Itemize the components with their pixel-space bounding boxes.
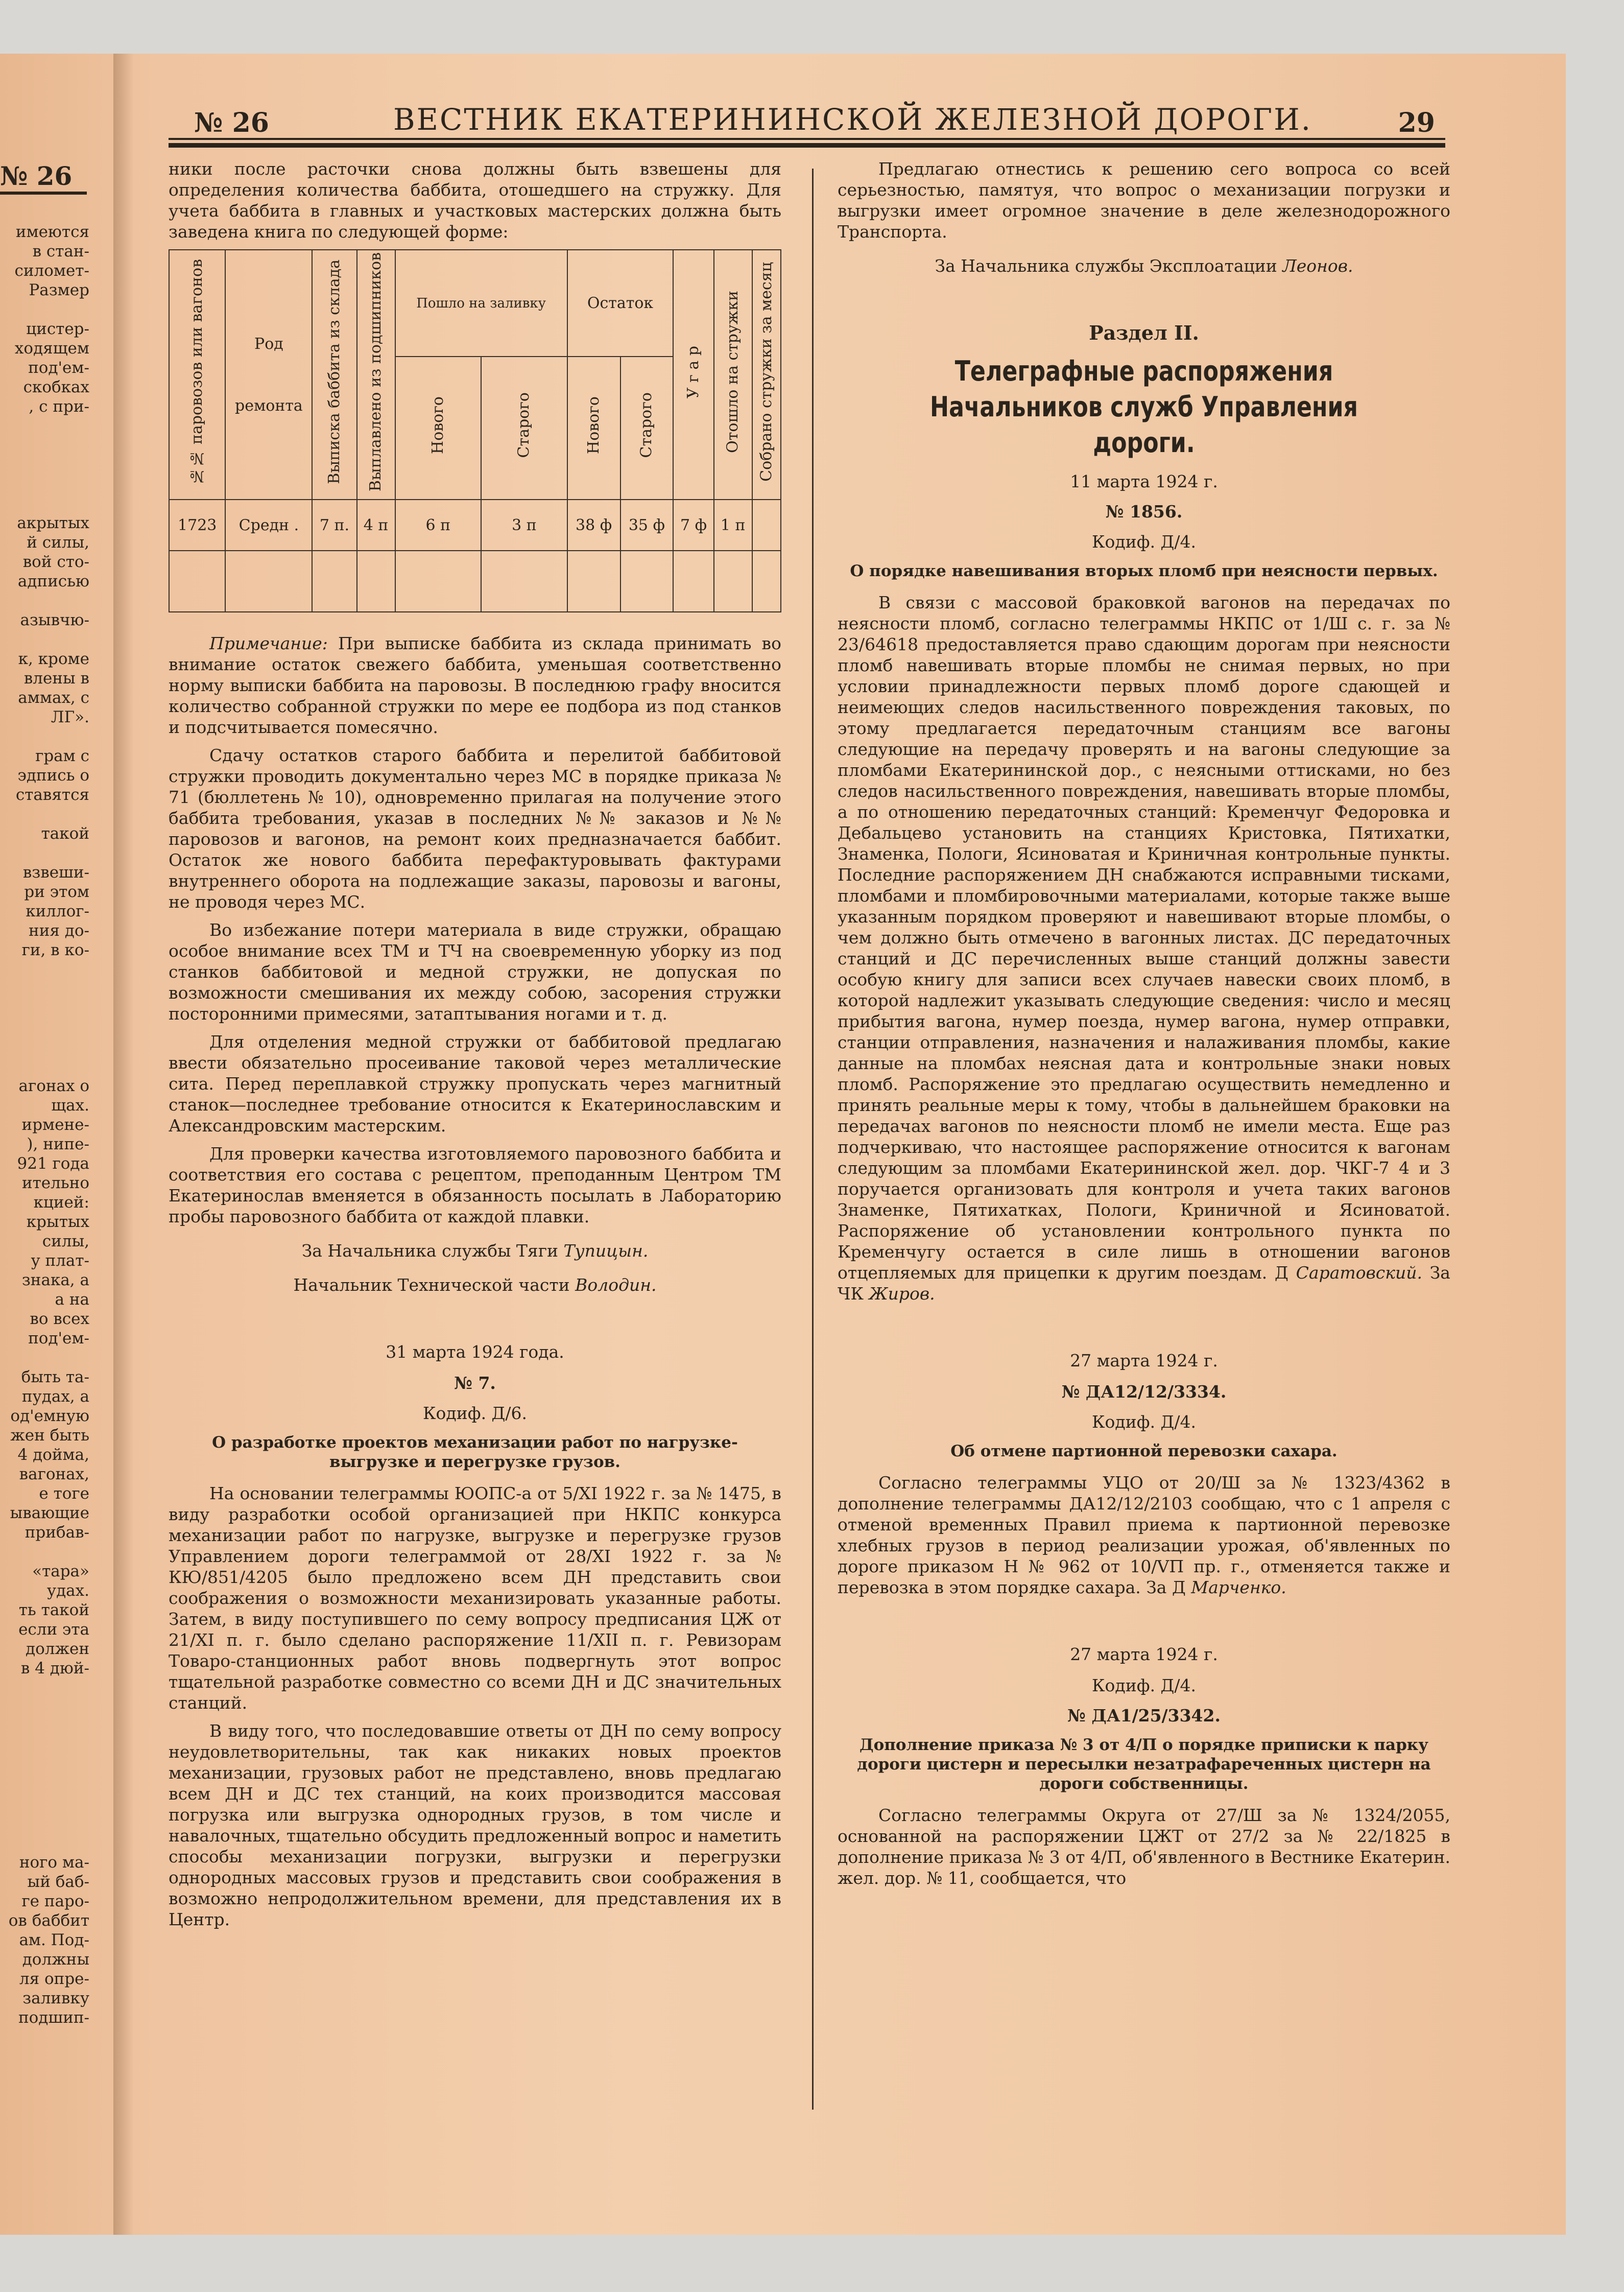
page-number: 29	[1398, 107, 1435, 138]
th-repair-type: Род ремонта	[225, 250, 312, 500]
previous-page-number: № 26	[0, 161, 73, 191]
order-subject: Дополнение приказа № 3 от 4/П о порядке приписки к парку дороги цистерн и пересылки незатрафареченных цистерн на дороги собственницы.	[857, 1736, 1431, 1793]
previous-page-line	[0, 455, 89, 475]
th-remainder-group: Остаток	[567, 250, 674, 357]
th-poured-new: Нового	[395, 357, 482, 500]
table-cell: 7 п.	[312, 500, 356, 551]
header-rule-thin	[169, 138, 1445, 140]
order-subject: Об отмене партионной перевозки сахара.	[950, 1442, 1338, 1460]
order-codification: Кодиф. Д/4.	[1092, 1675, 1196, 1695]
previous-page-line: ам. Под-	[19, 1931, 89, 1949]
paragraph: Во избежание потери материала в виде стружки, обращаю особое внимание всех ТМ и ТЧ на своевременную уборку из под станков баббитовой и медной стружки, не допуская по возможности смешивания их между собою, засорения стружки посторонними примесями, затаптывания ногами и т. д.	[169, 920, 781, 1024]
previous-page-line	[0, 494, 89, 513]
previous-page-line	[0, 1037, 89, 1057]
previous-page-line: кцией:	[33, 1193, 89, 1212]
previous-page-line: подшип-	[18, 2009, 89, 2027]
previous-page-line: под'ем-	[28, 1329, 89, 1348]
previous-page-line: од'емную	[10, 1407, 89, 1425]
previous-page-line: прибав-	[25, 1523, 89, 1542]
order-date: 27 марта 1924 г.	[1070, 1644, 1218, 1664]
left-column	[169, 158, 781, 1937]
page-header	[194, 102, 1445, 148]
order-date: 31 марта 1924 года.	[386, 1342, 564, 1362]
order-codification: Кодиф. Д/4.	[1092, 1412, 1196, 1432]
previous-page-line	[0, 630, 89, 649]
table-cell: 35 ф	[620, 500, 674, 551]
th-loss: У г а р	[673, 250, 713, 500]
previous-page-line: е тоге	[39, 1484, 89, 1503]
previous-page-line	[0, 1057, 89, 1076]
previous-page-line: вой сто-	[22, 553, 89, 571]
previous-page-line: ывающие	[10, 1504, 89, 1522]
table-cell: Средн .	[225, 500, 312, 551]
previous-page-line: у плат-	[31, 1251, 89, 1270]
previous-page-line: ге паро-	[21, 1892, 89, 1910]
previous-page-line: ирмене-	[21, 1116, 89, 1134]
previous-page-line: взвеши-	[22, 863, 89, 882]
previous-page-line: в стан-	[32, 242, 89, 261]
previous-page-line: ля опре-	[19, 1970, 89, 1988]
th-shavings-out: Отошло на стружки	[714, 250, 752, 500]
previous-page-line: силы,	[42, 1232, 89, 1250]
previous-page-line: , с при-	[29, 397, 89, 416]
table-row-blank	[169, 551, 781, 612]
th-poured-group: Пошло на заливку	[395, 250, 567, 357]
previous-page-line: заливку	[22, 1989, 89, 2007]
previous-page-line	[0, 416, 89, 436]
previous-page-line	[0, 591, 89, 610]
paragraph: На основании телеграммы ЮОПС-а от 5/XI 1922 г. за № 1475, в виду разработки особой организацией при НКПС конкурса механизации работ по нагрузке, выгрузке и перегрузке грузов Управлением дороги телеграммой от 28/XI 1922 г. за № КЮ/851/4205 было предложено всем ДН представить свои соображения о возможности механизировать указанные работы. Затем, в виду поступившего по сему вопросу предписания ЦЖ от 21/XI п. г. было сделано распоряжение 11/XII п. г. Ревизорам Товаро-станционных работ вновь подвергнуть этот вопрос тщательной разработке совместно со всеми ДН и ДС значительных станций.	[169, 1483, 781, 1713]
previous-page-line: крытых	[26, 1213, 89, 1231]
previous-page-line: ставятся	[15, 786, 89, 804]
previous-page-line: скобках	[23, 378, 89, 396]
previous-page-line	[0, 960, 89, 979]
previous-page-line: во всех	[30, 1310, 89, 1328]
previous-page-line	[0, 300, 89, 319]
previous-page-line: ги, в ко-	[21, 941, 89, 959]
note-text: При выписке баббита из склада принимать во внимание остаток свежего баббита, уменьшая соответственно норму выписки баббита на паровозы. В последнюю графу вносится количество собранной стружки по мере ее подбора из под станков и подсчитывается помесячно.	[169, 633, 781, 738]
previous-page-line: удах.	[46, 1581, 89, 1600]
previous-page-line	[0, 727, 89, 746]
previous-page-line: имеются	[15, 223, 89, 241]
paragraph: Сдачу остатков старого баббита и перелитой баббитовой стружки проводить документально через МС в порядке приказа № 71 (бюллетень № 10), одновременно прилагая на получение этого баббита требования, указав в последних №№ заказов и №№ паровозов и вагонов, на ремонт коих предназначается баббит. Остаток же нового баббита перефактуровывать фактурами внутреннего оборота на подлежащие заказы, паровозы и вагоны, не проводя через МС.	[169, 745, 781, 912]
previous-page-line: должен	[26, 1640, 89, 1658]
previous-page-line: должны	[22, 1950, 89, 1969]
paragraph: В виду того, что последовавшие ответы от ДН по сему вопросу неудовлетворительны, так как никаких новых проектов механизации, грузовых работ не представлено, вновь предлагаю всем ДН и ДС тех станций, на коих производится массовая погрузка или выгрузка однородных грузов, в том числе и навалочных, тщательно обсудить предложенный вопрос и наметить способы механизации погрузки, выгрузки и перегрузки однородных массовых грузов и представить свои соображения в возможно непродолжительном времени, для представления их в Центр.	[169, 1721, 781, 1930]
order-number: № ДА12/12/3334.	[1061, 1382, 1227, 1402]
column-divider	[812, 169, 814, 2110]
previous-page-line: щах.	[51, 1096, 89, 1115]
table-cell: 3 п	[481, 500, 567, 551]
previous-page-line: ния до-	[29, 921, 89, 940]
previous-page-line: грам с	[35, 747, 89, 765]
signature-traction: За Начальника службы Тяги Тупицын.	[301, 1241, 649, 1261]
page-fold-shadow	[113, 54, 134, 2235]
note-paragraph	[169, 633, 781, 738]
th-numbers: №№ паровозов или вагонов	[169, 250, 225, 500]
previous-page-edge	[0, 54, 117, 2235]
previous-page-line	[0, 1736, 89, 1756]
previous-page-line: ов баббит	[8, 1911, 89, 1930]
note-label: Примечание:	[209, 633, 328, 654]
paragraph: Для проверки качества изготовляемого паровозного баббита и соответствия его состава с рецептом, преподанным Центром ТМ Екатеринослав вменяется в обязанность посылать в Лабораторию пробы паровозного баббита от каждой плавки.	[169, 1144, 781, 1227]
previous-page-line: ри этом	[24, 883, 89, 901]
previous-page-line: «тара»	[32, 1562, 89, 1580]
previous-page-line	[0, 1678, 89, 1697]
previous-page-line	[0, 979, 89, 999]
signature-exploitation: За Начальника службы Эксплоатации Леонов.	[935, 256, 1353, 276]
previous-page-line	[0, 999, 89, 1018]
th-poured-old: Старого	[481, 357, 567, 500]
previous-page-line	[0, 1348, 89, 1367]
previous-page-line	[0, 1542, 89, 1562]
th-remainder-old: Старого	[620, 357, 674, 500]
previous-page-line: адписью	[17, 572, 89, 590]
previous-page-line: ый баб-	[27, 1873, 89, 1891]
journal-title: ВЕСТНИК ЕКАТЕРИНИНСКОЙ ЖЕЛЕЗНОЙ ДОРОГИ.	[393, 102, 1312, 137]
previous-page-line: если эта	[18, 1620, 89, 1639]
header-rule-thick	[169, 143, 1445, 148]
previous-page-line	[0, 1833, 89, 1853]
previous-page-line: знака, а	[21, 1271, 89, 1289]
previous-page-line: к, кроме	[18, 650, 89, 668]
section-title: Телеграфные распоряжения Начальников служб Управления дороги.	[930, 355, 1358, 459]
paragraph: Согласно телеграммы Округа от 27/Ш за № 1324/2055, основанной на распоряжении ЦЖТ от 27/2 за № 22/1825 в дополнение приказа № 3 от 4/П, об'явленного в Вестнике Екатерин. жел. дор. № 11, сообщается, что	[838, 1805, 1450, 1888]
previous-page-text	[0, 222, 89, 2087]
table-cell: 1 п	[714, 500, 752, 551]
previous-page-line: под'ем-	[28, 359, 89, 377]
previous-page-line: вагонах,	[19, 1465, 89, 1483]
previous-page-line: акрытых	[17, 514, 89, 532]
previous-page-line: азывчю-	[20, 611, 89, 629]
table-cell: 4 п	[357, 500, 395, 551]
previous-page-line: ЛГ».	[51, 708, 89, 726]
th-remainder-new: Нового	[567, 357, 620, 500]
previous-page-line: силомет-	[14, 262, 89, 280]
table-cell: 38 ф	[567, 500, 620, 551]
previous-page-line	[0, 843, 89, 863]
babbit-ledger-table	[169, 249, 781, 612]
previous-page-line: ходящем	[14, 339, 89, 358]
previous-page-line: й силы,	[27, 533, 89, 552]
th-melted: Выплавлено из подшипников	[357, 250, 395, 500]
table-cell: 1723	[169, 500, 225, 551]
table-row	[169, 500, 781, 551]
previous-page-line	[0, 1697, 89, 1717]
previous-page-rule	[0, 192, 87, 195]
paragraph: Для отделения медной стружки от баббитовой предлагаю ввести обязательно просеивание таковой через металлические сита. Перед переплавкой стружку пропускать через магнитный станок—последнее требование относится к Екатеринославским и Александровским мастерским.	[169, 1032, 781, 1136]
previous-page-line: ть такой	[18, 1601, 89, 1619]
previous-page-line	[0, 1814, 89, 1833]
previous-page-line	[0, 1794, 89, 1814]
previous-page-line: в 4 дюй-	[20, 1659, 89, 1677]
order-number: № 7.	[454, 1373, 496, 1393]
paragraph: В связи с массовой браковкой вагонов на передачах по неясности пломб, согласно телеграммы НКПС от 1/Ш с. г. за № 23/64618 предоставляется право сдающим дорогам при неясности пломб навешивать вторые пломбы не снимая первых, но при условии принадлежности первых пломб дороге сдающей и неимеющих следов насильственного повреждения таковых, по этому предлагается передаточным станциям все вагоны следующие на передачу проверять и на вагоны следующие за пломбами Екатерининской дор., с неясными оттисками, но без следов насильственного повреждения, навешивать вторые пломбы, а по отношению передаточных станций: Кременчуг Федоровка и Дебальцево установить на станциях Кристовка, Пятихатки, Знаменка, Пологи, Ясиноватая и Криничная контрольные пункты. Последние распоряжением ДН снабжаются исправными тисками, пломбами и пломбировочными материалами, которые также выше указанным порядком проверяют и навешивают вторые пломбы, о чем должно быть отмечено в вагонных листах. ДС передаточных станций и ДС перечисленных выше станций должны завести особую книгу для записи всех случаев навески своих пломб, в которой надлежит указывать следующие сведения: число и месяц прибытия вагона, нумер поезда, нумер вагона, нумер отправки, станции отправления, назначения и налаживания пломбы, какие данные на пломбах неясная дата и контрольные знаки новых пломб. Распоряжение это предлагаю осуществить немедленно и принять реальные меры к тому, чтобы в дальнейшем браковки на передачах вагонов по неясности пломб не имели места. Еще раз подчеркиваю, что настоящее распоряжение относится к вагонам следующим за пломбами Екатерининской жел. дор. ЧКГ-7 4 и 3 поручается организовать для контроля и учета таких вагонов Знаменке, Пятихатках, Пологи, Криничной и Ясиноватой. Распоряжение об установлении контрольного пункта по Кременчугу остается в силе лишь в отношении вагонов отцепляемых для прицепки к другим поездам. Д Саратовский. За ЧК Жиров.	[838, 593, 1450, 1304]
previous-page-line: эдпись о	[17, 766, 89, 785]
previous-page-line: ного ма-	[19, 1853, 89, 1872]
previous-page-line: 4 дойма,	[17, 1446, 89, 1464]
order-number: № ДА1/25/3342.	[1067, 1706, 1221, 1726]
table-cell	[752, 500, 781, 551]
previous-page-line	[0, 1756, 89, 1775]
previous-page-line	[0, 1717, 89, 1736]
paragraph: Предлагаю отнестись к решению сего вопроса со всей серьезностью, памятуя, что вопрос о механизации погрузки и выгрузки имеет огромное значение в деле железнодорожного Транспорта.	[838, 159, 1450, 242]
previous-page-line: цистер-	[26, 320, 89, 338]
right-column	[838, 158, 1450, 1896]
previous-page-line	[0, 436, 89, 455]
previous-page-line: влены в	[23, 669, 89, 688]
previous-page-line: жен быть	[10, 1426, 89, 1445]
th-shavings-collected: Собрано стружки за месяц	[752, 250, 781, 500]
order-subject: О порядке навешивания вторых пломб при неясности первых.	[850, 562, 1438, 580]
th-issued: Выписка баббита из склада	[312, 250, 356, 500]
previous-page-line: аммах, с	[18, 689, 89, 707]
previous-page-line	[0, 1775, 89, 1794]
previous-page-line	[0, 1018, 89, 1037]
section-heading: Раздел II.	[1089, 321, 1199, 344]
previous-page-line: а на	[55, 1290, 89, 1309]
previous-page-line: пудах, а	[21, 1387, 89, 1406]
order-subject: О разработке проектов механизации работ по нагрузке-выгрузке и перегрузке грузов.	[212, 1433, 738, 1472]
previous-page-line: Размер	[29, 281, 89, 299]
order-date: 11 марта 1924 г.	[1070, 471, 1218, 491]
paragraph: Согласно телеграммы УЦО от 20/Ш за № 1323/4362 в дополнение телеграммы ДА12/12/2103 сообщаю, что с 1 апреля с отменой временных Правил приема к партионной перевозке хлебных грузов в период реализации урожая, об'явленных по дороге приказом Н № 962 от 10/VП пр. г., отменяется также и перевозка в этом порядке сахара. За Д Марченко.	[838, 1473, 1450, 1597]
order-codification: Кодиф. Д/6.	[423, 1403, 527, 1424]
table-cell: 7 ф	[673, 500, 713, 551]
table-cell: 6 п	[395, 500, 482, 551]
order-number: № 1856.	[1105, 502, 1183, 522]
previous-page-line	[0, 805, 89, 824]
order-date: 27 марта 1924 г.	[1070, 1351, 1218, 1371]
previous-page-line: ), нипе-	[27, 1135, 89, 1153]
previous-page-line: такой	[41, 824, 89, 843]
previous-page-line: быть та-	[21, 1368, 89, 1386]
previous-page-line: агонах о	[18, 1077, 89, 1095]
issue-number: № 26	[194, 107, 269, 138]
intro-paragraph: ники после расточки снова должны быть взвешены для определения количества баббита, отошедшего на стружку. Для учета баббита в главных и участковых мастерских должна быть заведена книга по следующей форме:	[169, 159, 781, 242]
previous-page-line: киллог-	[26, 902, 89, 920]
previous-page-line	[0, 475, 89, 494]
previous-page-line: ительно	[21, 1174, 89, 1192]
order-codification: Кодиф. Д/4.	[1092, 532, 1196, 552]
signature-technical: Начальник Технической части Володин.	[293, 1275, 657, 1295]
previous-page-line: 921 года	[17, 1154, 89, 1173]
